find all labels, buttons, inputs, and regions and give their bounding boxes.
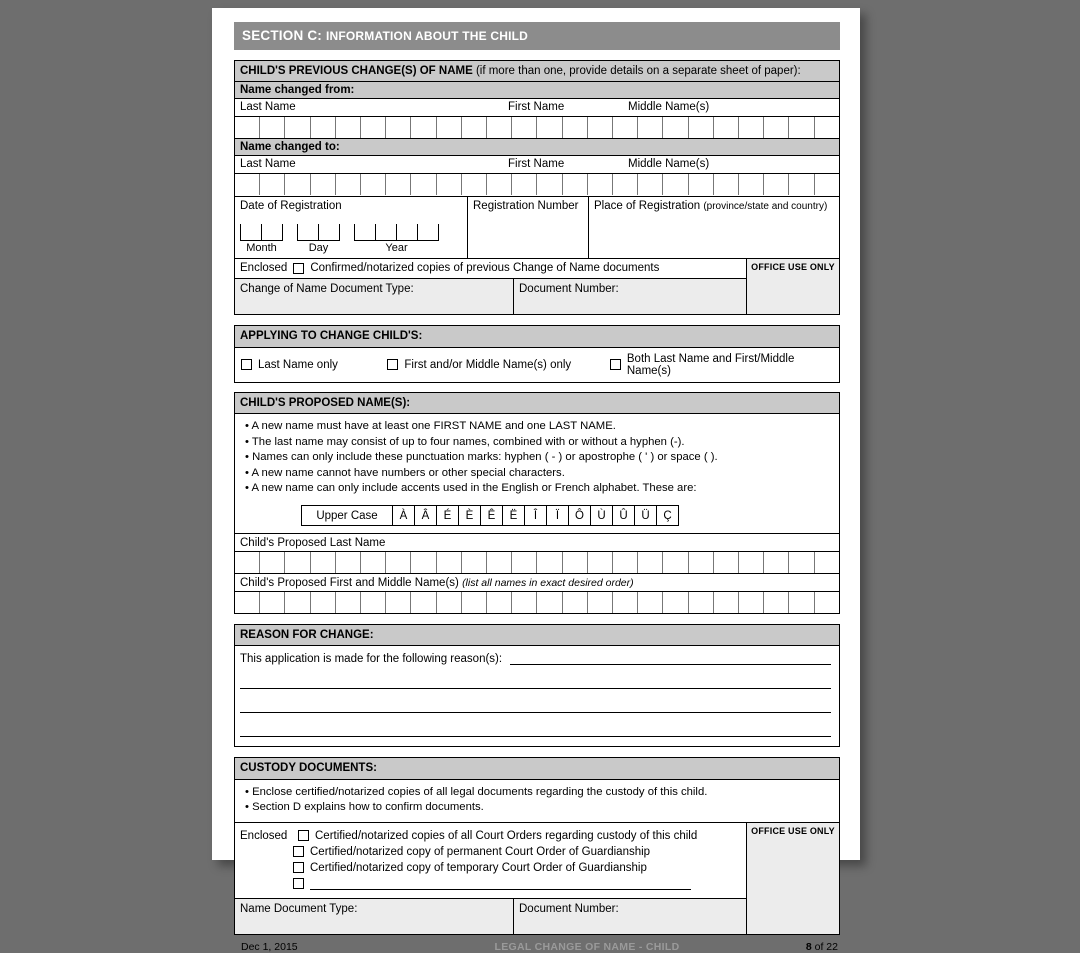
custody-bullet-item: • Section D explains how to confirm documents. — [245, 801, 484, 814]
to-middle-name-label: Middle Name(s) — [628, 158, 710, 171]
reason-input-line[interactable] — [510, 652, 831, 665]
proposed-names-block — [234, 392, 840, 614]
office-use-only-panel-custody: OFFICE USE ONLY — [746, 823, 839, 934]
accent-glyph: Ë — [503, 506, 525, 526]
previous-change-of-name-block — [234, 60, 840, 315]
name-document-type-field[interactable]: Name Document Type: — [235, 899, 514, 934]
reason-prompt-row — [240, 652, 831, 665]
option-last-name-only-label: Last Name only — [258, 358, 338, 371]
enclosed-previous-docs-text: Confirmed/notarized copies of previous Change of Name documents — [310, 262, 660, 275]
place-of-registration-cell[interactable] — [589, 197, 839, 258]
month-field-group[interactable] — [240, 224, 283, 254]
accent-glyph: Ô — [569, 506, 591, 526]
applying-to-change-block — [234, 325, 840, 382]
enclosed-documents-wrap — [235, 258, 839, 314]
custody-document-number-field[interactable]: Document Number: — [514, 899, 746, 934]
name-changed-to-row — [235, 156, 839, 196]
change-of-name-document-type-field[interactable]: Change of Name Document Type: — [235, 279, 514, 314]
enclosed-previous-docs-row[interactable] — [235, 259, 746, 279]
change-of-name-document-number-field[interactable]: Document Number: — [514, 279, 746, 314]
custody-option-other[interactable] — [235, 876, 746, 892]
proposed-last-name-label: Child's Proposed Last Name — [240, 537, 386, 550]
place-of-registration-label: Place of Registration (province/state and country) — [594, 200, 828, 213]
day-label: Day — [308, 242, 329, 255]
custody-documents-header: CUSTODY DOCUMENTS: — [235, 758, 839, 779]
accent-glyph: Ï — [547, 506, 569, 526]
date-of-registration-cell — [235, 197, 468, 258]
reason-for-change-body — [235, 646, 839, 746]
proposed-first-middle-section — [235, 574, 839, 613]
checkbox-icon-temporary-guardianship[interactable] — [293, 862, 304, 873]
reason-input-line[interactable] — [240, 718, 831, 737]
accent-glyph: Ù — [591, 506, 613, 526]
checkbox-icon-first-middle-only[interactable] — [387, 359, 398, 370]
year-label: Year — [385, 242, 408, 255]
day-field-group[interactable] — [297, 224, 340, 254]
applying-to-change-header: APPLYING TO CHANGE CHILD'S: — [235, 326, 839, 347]
registration-number-cell[interactable] — [468, 197, 589, 258]
option-first-middle-only-label: First and/or Middle Name(s) only — [404, 358, 572, 371]
checkbox-icon-last-name-only[interactable] — [241, 359, 252, 370]
proposed-first-middle-note: (list all names in exact desired order) — [462, 577, 634, 590]
custody-options-wrap — [235, 823, 839, 934]
rule-item: • A new name must have at least one FIRST NAME and one LAST NAME. — [245, 420, 616, 433]
name-changed-from-band: Name changed from: — [235, 82, 839, 99]
custody-option-court-orders-label: Certified/notarized copies of all Court Orders regarding custody of this child — [315, 829, 698, 842]
accent-glyph: Ç — [657, 506, 679, 526]
footer-date: Dec 1, 2015 — [241, 940, 298, 953]
proposed-last-name-section — [235, 533, 839, 574]
rule-item: • Names can only include these punctuation marks: hyphen ( - ) or apostrophe ( ' ) or space ( ). — [245, 451, 718, 464]
proposed-last-name-comb-field[interactable] — [235, 551, 839, 574]
from-middle-name-label: Middle Name(s) — [628, 101, 710, 114]
custody-bullet-item: • Enclose certified/notarized copies of all legal documents regarding the custody of this child. — [245, 785, 708, 798]
option-both-names-label: Both Last Name and First/Middle Name(s) — [626, 352, 795, 377]
footer-page-number — [738, 941, 838, 953]
place-of-registration-note: (province/state and country) — [703, 201, 828, 213]
footer-form-title: LEGAL CHANGE OF NAME - CHILD — [494, 940, 680, 953]
accent-table-wrap — [235, 503, 839, 533]
reason-input-line[interactable] — [240, 694, 831, 713]
registration-number-label: Registration Number — [473, 200, 579, 213]
year-field-group[interactable] — [354, 224, 439, 254]
custody-option-permanent-guardianship-label: Certified/notarized copy of permanent Court Order of Guardianship — [310, 845, 651, 858]
accent-glyph: È — [459, 506, 481, 526]
accent-glyph: Â — [415, 506, 437, 526]
custody-bullets — [235, 780, 839, 823]
accent-glyph: Û — [613, 506, 635, 526]
custody-enclosed-label: Enclosed — [240, 829, 288, 842]
section-title: INFORMATION ABOUT THE CHILD — [325, 29, 529, 43]
proposed-first-middle-comb-field[interactable] — [235, 591, 839, 613]
applying-options-row — [235, 348, 839, 382]
custody-option-temporary-guardianship[interactable] — [235, 860, 746, 876]
proposed-first-middle-label: Child's Proposed First and Middle Name(s) (list all names in exact desired order) — [240, 577, 634, 590]
document-page — [212, 8, 860, 953]
to-first-name-label: First Name — [508, 158, 565, 171]
reason-input-line[interactable] — [240, 670, 831, 689]
previous-change-header-note: (if more than one, provide details on a separate sheet of paper): — [475, 65, 801, 77]
custody-options-list — [235, 823, 746, 898]
name-changed-to-band: Name changed to: — [235, 139, 839, 156]
from-name-comb-field[interactable] — [235, 116, 839, 139]
rule-item: • A new name can only include accents used in the English or French alphabet. These are: — [245, 482, 697, 495]
name-changed-from-row — [235, 99, 839, 139]
option-both-names[interactable] — [604, 353, 839, 377]
to-last-name-label: Last Name — [240, 158, 296, 171]
date-of-registration-label: Date of Registration — [240, 200, 342, 213]
accent-glyph: À — [393, 506, 415, 526]
reason-for-change-block — [234, 624, 840, 747]
custody-option-permanent-guardianship[interactable] — [235, 844, 746, 860]
option-last-name-only[interactable] — [235, 353, 381, 377]
section-label: SECTION C: — [242, 28, 323, 43]
to-name-comb-field[interactable] — [235, 173, 839, 195]
footer-page-total: of 22 — [811, 940, 838, 953]
previous-change-header — [235, 61, 839, 82]
rule-item: • The last name may consist of up to four names, combined with or without a hyphen (-). — [245, 435, 685, 448]
page-footer — [234, 941, 840, 953]
office-use-only-panel-previous: OFFICE USE ONLY — [746, 259, 839, 314]
reason-prompt-label: This application is made for the following reason(s): — [240, 653, 503, 666]
section-header — [234, 22, 840, 50]
accent-glyph: Î — [525, 506, 547, 526]
checkbox-icon-both-names[interactable] — [610, 359, 621, 370]
checkbox-icon-permanent-guardianship[interactable] — [293, 846, 304, 857]
checkbox-icon-enclosed-previous-docs[interactable] — [293, 263, 304, 274]
proposed-names-rules — [235, 414, 839, 503]
month-label: Month — [246, 242, 277, 255]
custody-option-other-input-line[interactable] — [310, 878, 691, 890]
accent-row-label: Upper Case — [302, 506, 393, 526]
proposed-names-header: CHILD'S PROPOSED NAME(S): — [235, 393, 839, 414]
custody-option-temporary-guardianship-label: Certified/notarized copy of temporary Court Order of Guardianship — [310, 861, 647, 874]
option-first-middle-only[interactable] — [381, 353, 604, 377]
from-first-name-label: First Name — [508, 101, 565, 114]
accent-glyph: É — [437, 506, 459, 526]
enclosed-label: Enclosed — [240, 262, 288, 275]
from-last-name-label: Last Name — [240, 101, 296, 114]
rule-item: • A new name cannot have numbers or other special characters. — [245, 466, 565, 479]
checkbox-icon-court-orders[interactable] — [298, 830, 309, 841]
accent-character-table — [301, 505, 679, 526]
accent-glyph: Ê — [481, 506, 503, 526]
previous-change-header-bold: CHILD'S PREVIOUS CHANGE(S) OF NAME — [240, 65, 473, 77]
reason-for-change-header: REASON FOR CHANGE: — [235, 625, 839, 646]
custody-documents-block — [234, 757, 840, 935]
footer-page-current: 8 — [805, 940, 812, 953]
checkbox-icon-other[interactable] — [293, 878, 304, 889]
custody-option-court-orders[interactable] — [235, 828, 746, 844]
accent-glyph: Ü — [635, 506, 657, 526]
registration-row — [235, 196, 839, 258]
